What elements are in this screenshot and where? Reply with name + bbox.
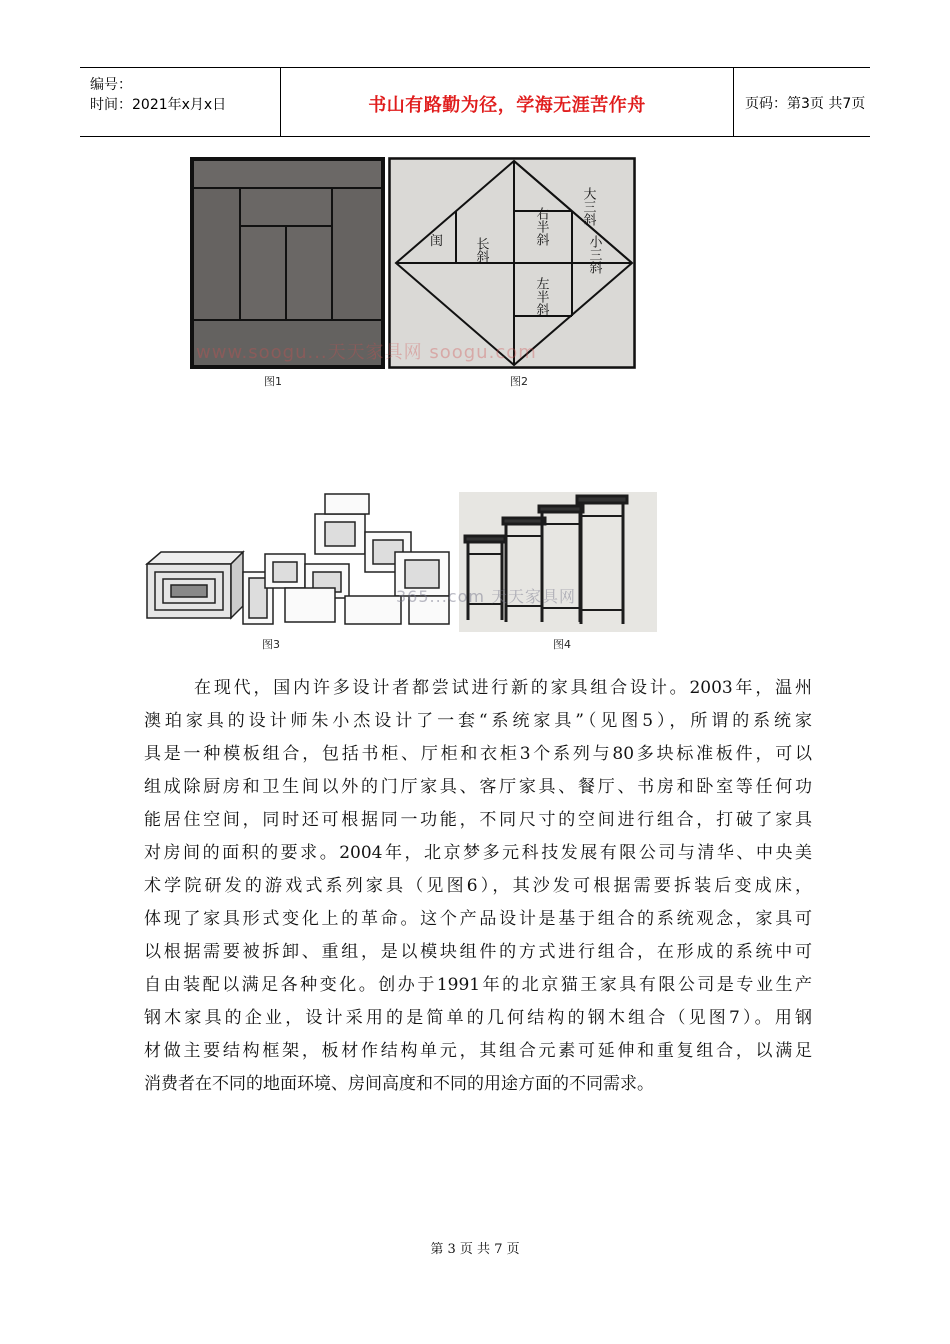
header-page-label: 页码：第3页 共7页 (745, 96, 866, 112)
paragraph-line: 术学院研发的游戏式系列家具（见图6），其沙发可根据需要拆装后变成床， (144, 876, 812, 896)
document-header (80, 67, 870, 137)
paragraph-line: 钢木家具的企业，设计采用的是简单的几何结构的钢木组合（见图7）。用钢 (144, 1008, 812, 1028)
body-paragraph (144, 672, 812, 1101)
number-label: 编号： (90, 77, 132, 93)
paragraph-line: 澳珀家具的设计师朱小杰设计了一套“系统家具”（见图5），所谓的系统家 (144, 711, 812, 731)
paragraph-line: 材做主要结构框架，板材作结构单元，其组合元素可延伸和重复组合，以满足 (144, 1041, 812, 1061)
fig2-label-right-half: 右半斜 (533, 207, 549, 246)
fig2-label-small-triangle: 小三斜 (586, 235, 602, 274)
header-left-cell (80, 68, 280, 136)
figure-1-caption: 图1 (264, 375, 282, 388)
paragraph-line: 在现代，国内许多设计者都尝试进行新的家具组合设计。2003年，温州 (194, 678, 812, 698)
header-middle-cell (280, 68, 734, 136)
paragraph-line: 体现了家具形式变化上的革命。这个产品设计是基于组合的系统观念，家具可 (144, 909, 812, 929)
paragraph-line: 具是一种模板组合，包括书柜、厅柜和衣柜3个系列与80多块标准板件，可以 (144, 744, 812, 764)
header-motto: 书山有路勤为径，学海无涯苦作舟 (368, 95, 646, 116)
time-label: 时间：2021年x月x日 (90, 97, 227, 113)
figure-4-image (459, 492, 657, 632)
figure-2-caption: 图2 (510, 375, 528, 388)
fig2-label-gui: 闺 (430, 234, 444, 249)
figure-3-caption: 图3 (262, 638, 280, 651)
page-footer: 第 3 页 共 7 页 (430, 1242, 520, 1257)
fig2-label-left-half: 左半斜 (533, 277, 549, 316)
fig2-label-big-triangle: 大三斜 (580, 187, 596, 226)
header-right-cell (733, 68, 870, 136)
figure-3-image (145, 492, 463, 632)
paragraph-line: 以根据需要被拆卸、重组，是以模块组件的方式进行组合，在形成的系统中可 (144, 942, 812, 962)
watermark-top: www.soogu...天天家具网 soogu.com (196, 342, 537, 363)
paragraph-line: 能居住空间，同时还可根据同一功能，不同尺寸的空间进行组合，打破了家具 (144, 810, 812, 830)
watermark-bottom: 365...com 天天家具网 (396, 587, 577, 606)
figure-4-caption: 图4 (553, 638, 571, 651)
paragraph-line: 消费者在不同的地面环境、房间高度和不同的用途方面的不同需求。 (144, 1074, 654, 1094)
paragraph-line: 对房间的面积的要求。2004年，北京梦多元科技发展有限公司与清华、中央美 (144, 843, 812, 863)
paragraph-line: 组成除厨房和卫生间以外的门厅家具、客厅家具、餐厅、书房和卧室等任何功 (144, 777, 812, 797)
fig2-label-long: 长斜 (473, 237, 489, 263)
paragraph-line: 自由装配以满足各种变化。创办于1991年的北京猫王家具有限公司是专业生产 (144, 975, 812, 995)
